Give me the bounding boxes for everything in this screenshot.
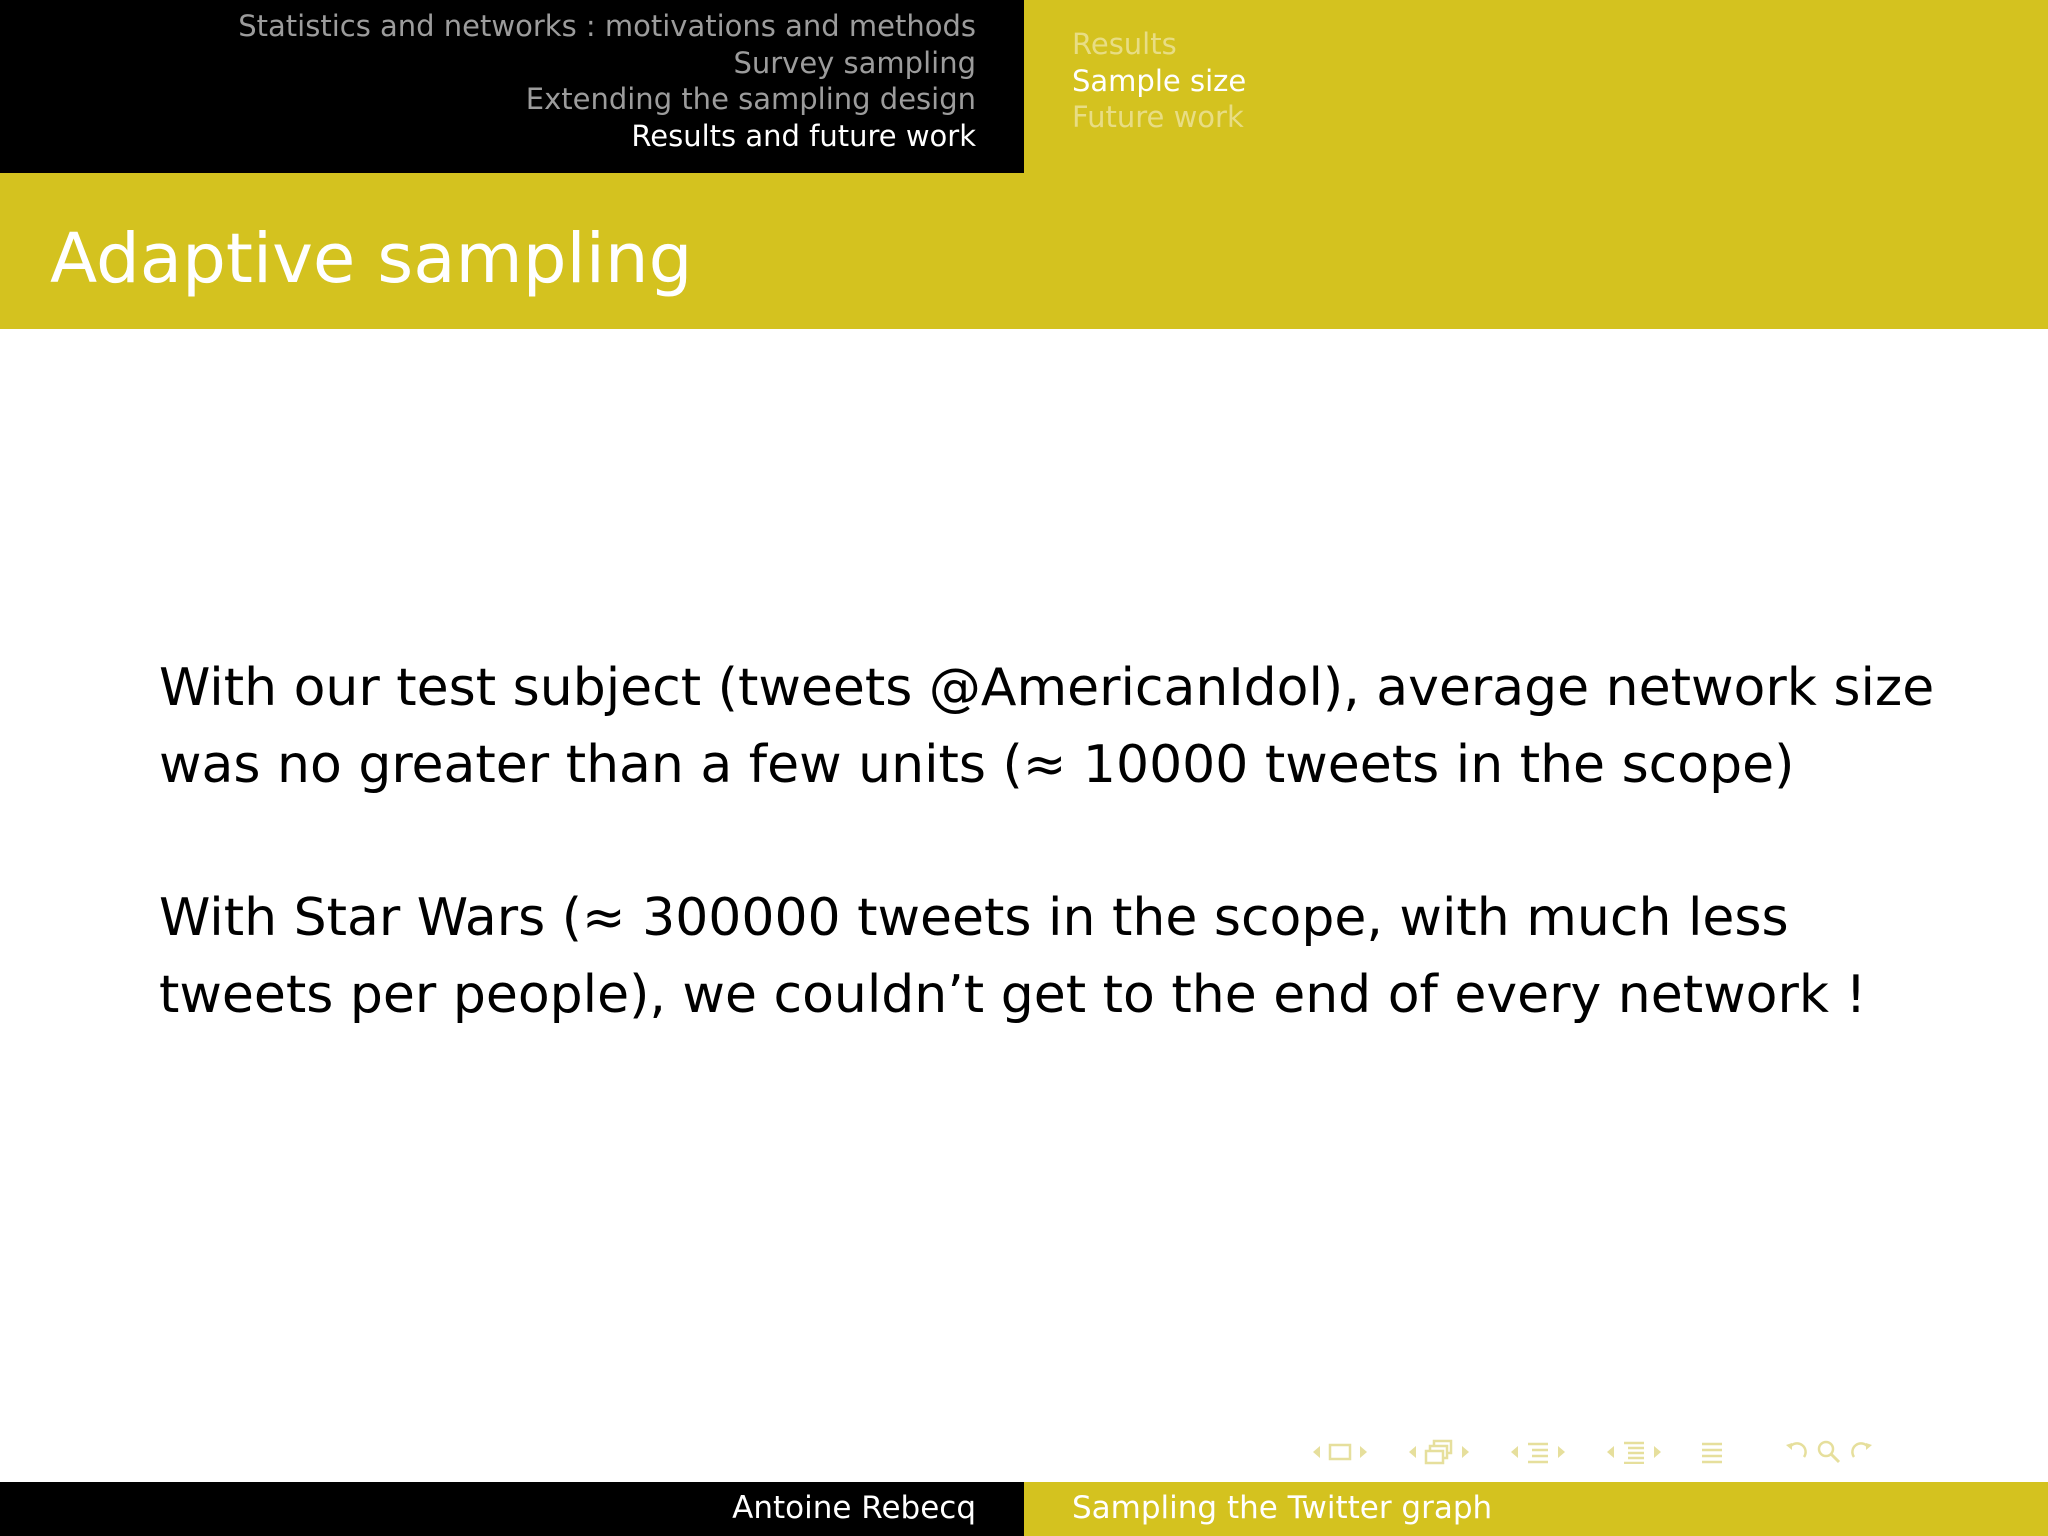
slide-icon[interactable] — [1622, 1440, 1646, 1464]
frame-title-bar — [0, 173, 2048, 329]
footer-bar — [0, 1482, 2048, 1536]
prev-subsection-icon[interactable] — [1406, 1444, 1418, 1460]
redo-icon[interactable] — [1848, 1439, 1874, 1465]
subsection-icon[interactable] — [1424, 1439, 1454, 1465]
header-bar — [0, 0, 2048, 173]
search-nav-group — [1784, 1439, 1874, 1465]
next-frame-icon[interactable] — [1358, 1444, 1370, 1460]
section-icon[interactable] — [1526, 1440, 1550, 1464]
section-link-results-future[interactable]: Results and future work — [631, 118, 976, 153]
next-subsection-icon[interactable] — [1460, 1444, 1472, 1460]
section-link-extending-design[interactable]: Extending the sampling design — [525, 82, 976, 116]
slide-nav-group — [1604, 1440, 1664, 1464]
subsection-navigation — [1024, 0, 2048, 173]
frame-nav-group — [1310, 1442, 1370, 1462]
section-link-survey-sampling[interactable]: Survey sampling — [733, 45, 976, 80]
next-slide-icon[interactable] — [1652, 1444, 1664, 1460]
undo-icon[interactable] — [1784, 1439, 1810, 1465]
footer-author-box — [0, 1482, 1024, 1536]
body-paragraph-americanidol: With our test subject (tweets @AmericanIdol), average network size was no greater than a few units (≈ 10000 tweets in the scope) — [159, 658, 1935, 795]
toc-icon[interactable] — [1700, 1440, 1724, 1464]
search-icon[interactable] — [1816, 1439, 1842, 1465]
section-navigation — [0, 0, 1024, 173]
prev-frame-icon[interactable] — [1310, 1444, 1322, 1460]
author-name: Antoine Rebecq — [732, 1490, 976, 1526]
section-list — [238, 8, 976, 154]
footer-title-box — [1024, 1482, 2048, 1536]
slide-body — [159, 650, 1959, 1110]
frame-icon[interactable] — [1328, 1442, 1352, 1462]
section-link-statistics[interactable]: Statistics and networks : motivations and methods — [238, 9, 976, 43]
section-nav-group — [1508, 1440, 1568, 1464]
subsection-list — [1072, 26, 1246, 136]
subsection-link-sample-size[interactable]: Sample size — [1072, 63, 1247, 98]
subsection-link-future-work[interactable]: Future work — [1072, 100, 1244, 134]
toc-nav-group — [1700, 1440, 1724, 1464]
subsection-link-results[interactable]: Results — [1072, 27, 1177, 61]
slide-title: Adaptive sampling — [50, 219, 693, 299]
subsection-nav-group — [1406, 1439, 1472, 1465]
prev-slide-icon[interactable] — [1604, 1444, 1616, 1460]
body-paragraph-starwars: With Star Wars (≈ 300000 tweets in the scope, with much less tweets per people), we couldn’t get to the end of every network ! — [159, 888, 1867, 1025]
presentation-short-title: Sampling the Twitter graph — [1072, 1490, 1493, 1526]
beamer-navigation-bar — [1310, 1437, 2030, 1467]
next-section-icon[interactable] — [1556, 1444, 1568, 1460]
prev-section-icon[interactable] — [1508, 1444, 1520, 1460]
